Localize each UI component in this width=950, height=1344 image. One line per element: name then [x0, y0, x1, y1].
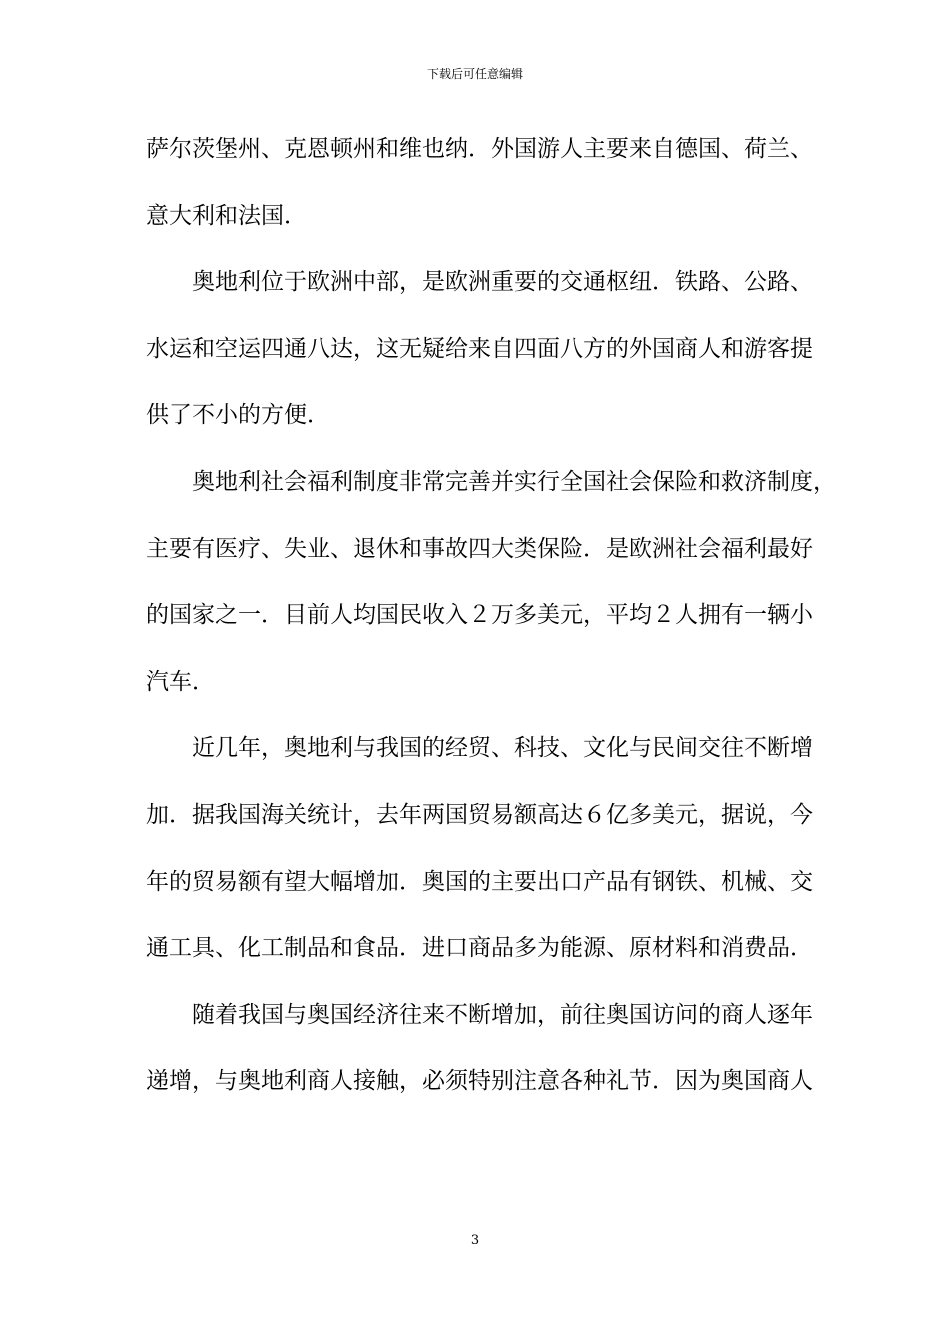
header-note: 下载后可任意编辑: [426, 67, 523, 81]
text-line: 的国家之一．目前人均国民收入２万多美元，平均２人拥有一辆小: [146, 602, 813, 629]
paragraph-first-line: 奥地利社会福利制度非常完善并实行全国社会保险和救济制度，: [192, 468, 836, 495]
text-line: 水运和空运四通八达，这无疑给来自四面八方的外国商人和游客提: [146, 335, 813, 362]
page-number: 3: [470, 1233, 480, 1248]
document-body: [146, 116, 836, 1115]
text-line: 通工具、化工制品和食品．进口商品多为能源、原材料和消费品．: [146, 935, 813, 962]
text-line: 加．据我国海关统计，去年两国贸易额高达６亿多美元，据说，今: [146, 801, 813, 828]
text-line: 年的贸易额有望大幅增加．奥国的主要出口产品有钢铁、机械、交: [146, 868, 813, 895]
text-line: 递增，与奥地利商人接触，必须特别注意各种礼节．因为奥国商人: [146, 1068, 813, 1095]
text-line: 供了不小的方便．: [146, 402, 330, 429]
paragraph-first-line: 近几年，奥地利与我国的经贸、科技、文化与民间交往不断增: [192, 735, 813, 762]
text-line: 萨尔茨堡州、克恩顿州和维也纳．外国游人主要来自德国、荷兰、: [146, 136, 813, 162]
text-line: 主要有医疗、失业、退休和事故四大类保险．是欧洲社会福利最好: [146, 535, 813, 562]
text-line: 汽车．: [146, 668, 215, 695]
paragraph-first-line: 随着我国与奥国经济往来不断增加，前往奥国访问的商人逐年: [192, 1001, 813, 1028]
paragraph-first-line: 奥地利位于欧洲中部，是欧洲重要的交通枢纽．铁路、公路、: [192, 269, 813, 296]
text-line: 意大利和法国．: [146, 202, 307, 229]
